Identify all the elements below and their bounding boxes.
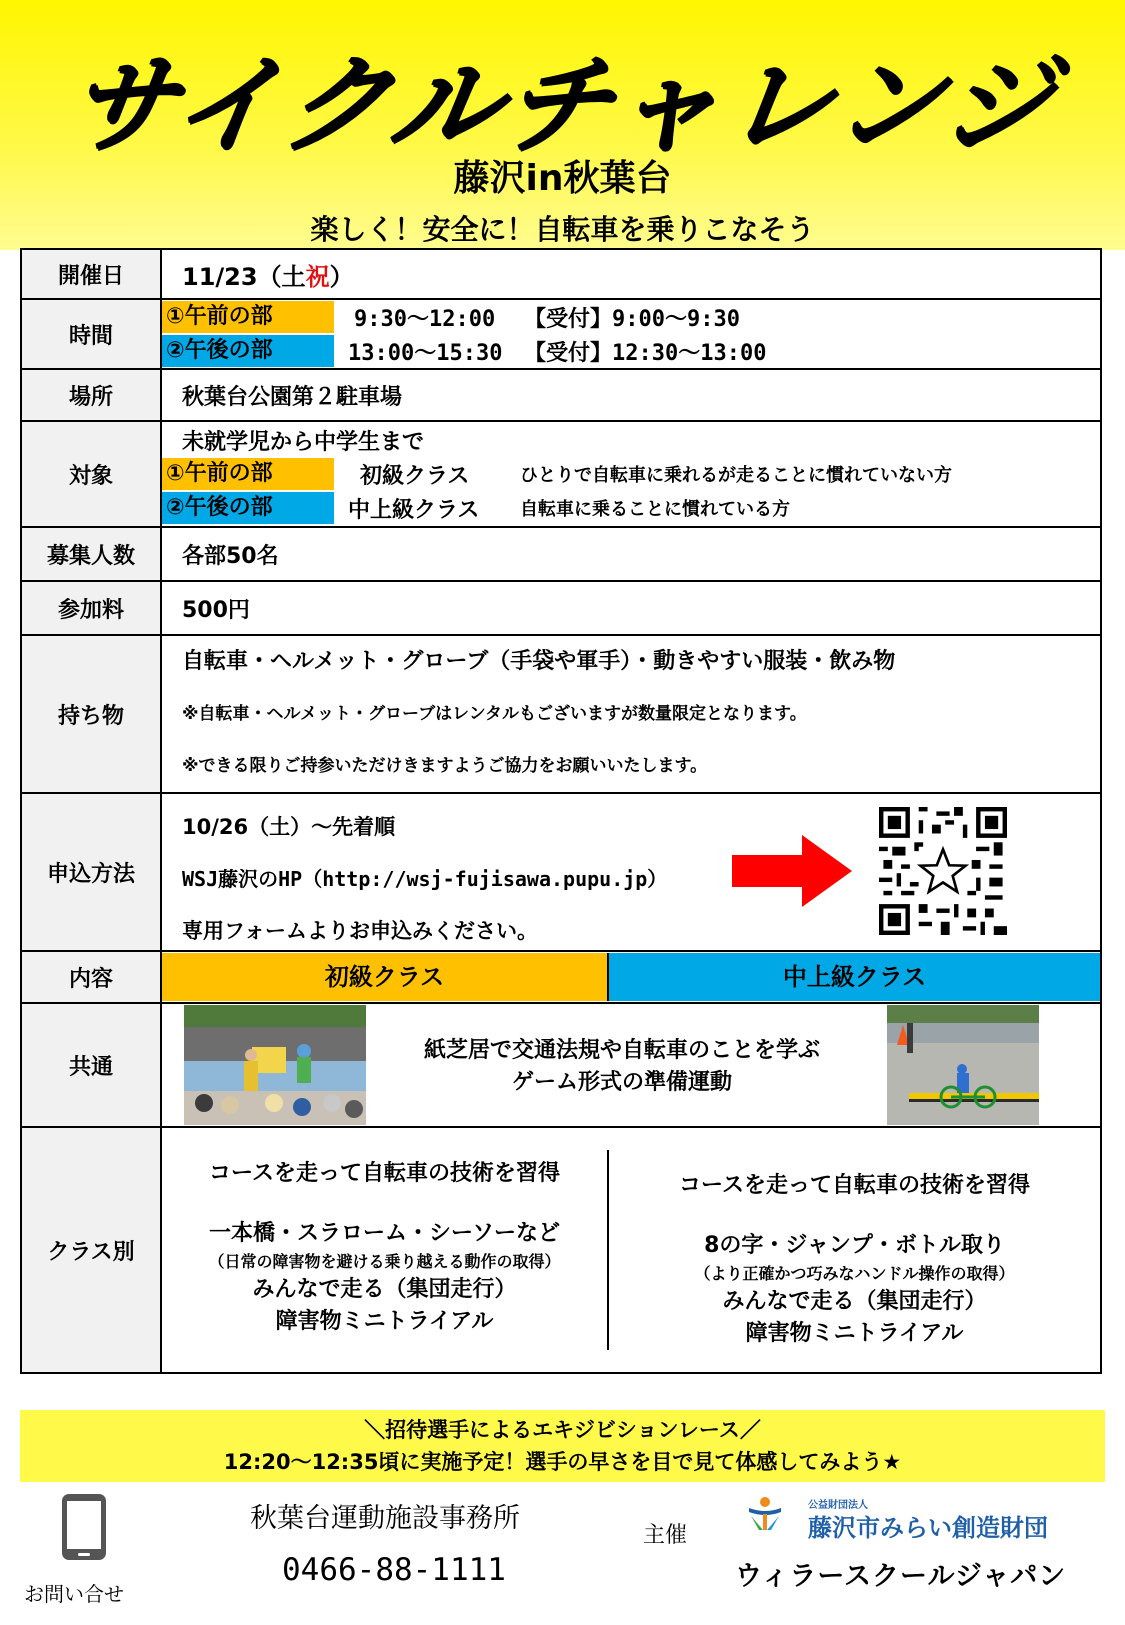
- date-text: 11/23（土: [182, 262, 306, 291]
- class-columns: [162, 1150, 1100, 1350]
- row-time: [21, 299, 1101, 369]
- org-type: 公益財団法人: [808, 1500, 868, 1511]
- advanced-sub: （より正確かつ巧みなハンドル操作の取得）: [694, 1264, 1015, 1283]
- main-title: サイクルチャレンジ: [59, 43, 1064, 168]
- target-row-pm: [162, 491, 1100, 525]
- row-content: [21, 951, 1101, 1003]
- beginner-headline: コースを走って自転車の技術を習得: [209, 1161, 560, 1186]
- org-name-2: ウィラースクールジャパン: [735, 1561, 1067, 1592]
- label-content: 内容: [21, 951, 161, 1003]
- beginner-trial: 障害物ミニトライアル: [275, 1309, 494, 1334]
- class-advanced-desc: 自転車に乗ることに慣れている方: [520, 499, 790, 520]
- application-url[interactable]: WSJ藤沢のHP（http://wsj-fujisawa.pupu.jp）: [182, 867, 668, 891]
- row-by-class: [21, 1127, 1101, 1373]
- time-row-pm: [162, 334, 1100, 368]
- application-lines: [182, 801, 667, 957]
- value-date: [161, 249, 1101, 299]
- advanced-trial: 障害物ミニトライアル: [745, 1321, 964, 1346]
- child-cycling-photo: [887, 1005, 1039, 1125]
- label-target: 対象: [21, 421, 161, 527]
- application-area: [182, 795, 1100, 949]
- label-fee: 参加料: [21, 581, 161, 635]
- value-belongings: [161, 635, 1101, 793]
- row-fee: [21, 581, 1101, 635]
- class-advanced-name: 中上級クラス: [348, 497, 480, 523]
- target-summary: 未就学児から中学生まで: [182, 429, 425, 455]
- advanced-group: みんなで走る（集団走行）: [722, 1289, 987, 1314]
- beginner-group: みんなで走る（集団走行）: [252, 1277, 517, 1302]
- beginner-sub: （日常の障害物を避ける乗り越える動作の取得）: [208, 1252, 561, 1271]
- row-date: [21, 249, 1101, 299]
- row-target: [21, 421, 1101, 527]
- row-capacity: [21, 527, 1101, 581]
- phone-number[interactable]: 0466-88-1111: [282, 1552, 506, 1588]
- right-arrow-icon: [732, 835, 852, 907]
- common-description: [362, 1035, 882, 1099]
- label-place: 場所: [21, 369, 161, 421]
- content-header: [162, 953, 1100, 1001]
- value-fee: 500円: [161, 581, 1101, 635]
- row-belongings: [21, 635, 1101, 793]
- value-application: [161, 793, 1101, 951]
- value-target: [161, 421, 1101, 527]
- tag-morning: ①午前の部: [162, 301, 334, 333]
- tag-afternoon-target: ②午後の部: [162, 492, 334, 524]
- label-by-class: クラス別: [21, 1127, 161, 1373]
- value-common: [161, 1003, 1101, 1127]
- time-row-am: [162, 300, 1100, 334]
- label-capacity: 募集人数: [21, 527, 161, 581]
- advanced-headline: コースを走って自転車の技術を習得: [679, 1173, 1030, 1198]
- common-line-1: 紙芝居で交通法規や自転車のことを学ぶ: [423, 1038, 820, 1063]
- host-label: 主催: [643, 1523, 688, 1548]
- banner-line-1: ＼招待選手によるエキジビションレース／: [364, 1418, 761, 1442]
- exhibition-banner: [20, 1410, 1105, 1482]
- common-line-2: ゲーム形式の準備運動: [511, 1070, 732, 1095]
- label-date: 開催日: [21, 249, 161, 299]
- target-row-am: [162, 457, 1100, 491]
- contact-label: お問い合せ: [24, 1582, 124, 1606]
- class-beginner-column: [162, 1150, 609, 1350]
- label-belongings: 持ち物: [21, 635, 161, 793]
- class-beginner-desc: ひとりで自転車に乗れるが走ることに慣れていない方: [520, 465, 952, 486]
- advanced-activities: 8の字・ジャンプ・ボトル取り: [704, 1233, 1005, 1258]
- date-suffix: ）: [329, 262, 354, 291]
- value-place: 秋葉台公園第２駐車場: [161, 369, 1101, 421]
- row-place: [21, 369, 1101, 421]
- value-time: [161, 299, 1101, 369]
- value-content: [161, 951, 1101, 1003]
- time-morning: 9:30〜12:00: [354, 306, 496, 332]
- foundation-logo-icon: [745, 1494, 785, 1532]
- class-advanced-column: [609, 1150, 1100, 1350]
- belongings-note-2: ※できる限りご持参いただけきますようご協力をお願いいたします。: [182, 756, 708, 776]
- reception-morning: 【受付】9:00〜9:30: [524, 306, 740, 332]
- tag-morning-target: ①午前の部: [162, 458, 334, 490]
- application-period: 10/26（土）〜先着順: [182, 815, 396, 839]
- beginner-activities: 一本橋・スラローム・シーソーなど: [208, 1221, 561, 1246]
- org-name: 藤沢市みらい創造財団: [808, 1514, 1048, 1542]
- sub-title: 藤沢in秋葉台: [453, 158, 672, 199]
- application-form: 専用フォームよりお申込みください。: [182, 919, 538, 943]
- belongings-items: 自転車・ヘルメット・グローブ（手袋や軍手）・動きやすい服装・飲み物: [182, 649, 896, 674]
- qr-code-icon[interactable]: [879, 807, 1007, 935]
- label-application: 申込方法: [21, 793, 161, 951]
- tag-afternoon: ②午後の部: [162, 335, 334, 367]
- header: [0, 0, 1125, 250]
- holiday-mark: 祝: [305, 262, 330, 291]
- time-afternoon: 13:00〜15:30: [348, 340, 503, 366]
- value-by-class: [161, 1127, 1101, 1373]
- belongings-note-1: ※自転車・ヘルメット・グローブはレンタルもございますが数量限定となります。: [182, 704, 807, 724]
- office-name: 秋葉台運動施設事務所: [250, 1503, 520, 1534]
- content-beginner: 初級クラス: [162, 953, 609, 1001]
- content-advanced: 中上級クラス: [609, 953, 1100, 1001]
- value-capacity: 各部50名: [161, 527, 1101, 581]
- label-time: 時間: [21, 299, 161, 369]
- event-info-table: [20, 248, 1102, 1374]
- banner-line-2: 12:20〜12:35頃に実施予定！選手の早さを目で見て体感してみよう★: [223, 1450, 902, 1474]
- class-beginner-name: 初級クラス: [360, 463, 470, 489]
- row-application: [21, 793, 1101, 951]
- common-area: [162, 1005, 1100, 1125]
- catchphrase: 楽しく！安全に！自転車を乗りこなそう: [310, 213, 815, 246]
- row-common: [21, 1003, 1101, 1127]
- label-common: 共通: [21, 1003, 161, 1127]
- kamishibai-photo: [184, 1005, 366, 1125]
- reception-afternoon: 【受付】12:30〜13:00: [524, 340, 767, 366]
- smartphone-icon: [60, 1492, 108, 1562]
